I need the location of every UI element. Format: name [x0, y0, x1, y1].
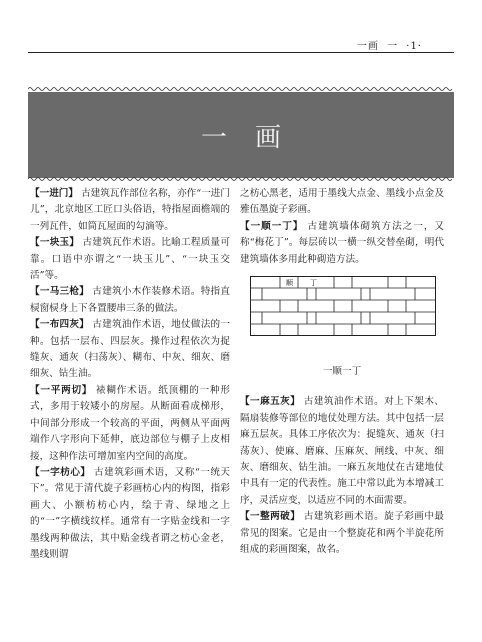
entry-term: 【一麻五灰】	[240, 396, 301, 408]
chapter-label: 一画	[356, 41, 379, 52]
running-header	[0, 0, 482, 56]
entry-text: 古建筑墙体砌筑方法之一，又称“梅花丁”。每层砖以一横一纵交替垒砌，明代建筑墙体多用此种砌造方法。	[240, 220, 445, 265]
entry	[240, 394, 444, 509]
label-ding: 丁	[310, 279, 317, 288]
entry	[240, 509, 444, 558]
page-number: ·1·	[406, 41, 422, 52]
entry	[30, 383, 230, 465]
running-head	[353, 37, 422, 52]
entry-term: 【一布四灰】	[30, 319, 90, 331]
chapter-banner	[28, 92, 454, 178]
entry	[240, 219, 444, 268]
figure-caption: 一顺一丁	[322, 366, 362, 378]
entry-term: 【一块玉】	[30, 237, 80, 249]
header-dash: 一	[387, 41, 399, 52]
entry-text: 古建筑瓦作术语。比喻工程质量可靠。口语中亦谓之“一块玉儿”、“一块玉交活”等。	[30, 237, 230, 282]
right-column	[240, 186, 444, 559]
chapter-title: 一画	[200, 122, 309, 153]
entry-text: 裱糊作术语。纸顶棚的一种形式，多用于较矮小的房屋。从断面看成梯形，中间部分形成一个较高的平面，两侧从平面两端作八字形向下延伸，底边部位与棚子上皮相接，这种作法可增加室内空间的高度。	[30, 384, 230, 462]
entry-continuation: 之枋心黑老，适用于墨线大点金、墨线小点金及雅伍墨旋子彩画。	[240, 188, 444, 216]
entry	[30, 284, 230, 317]
left-column	[30, 186, 230, 563]
entry-text: 古建筑瓦作部位名称，亦作“一进门儿”，北京地区工匠口头俗语，特指屋面檐端的一列瓦件，如筒瓦屋面的勾滴等。	[30, 188, 230, 232]
entry-term: 【一整两破】	[240, 511, 301, 523]
entry-term: 【一进门】	[30, 188, 79, 199]
label-shun: 顺	[286, 279, 293, 288]
entry-term: 【一平两切】	[30, 384, 93, 396]
entry	[30, 186, 230, 235]
brick-bond-figure	[250, 276, 436, 348]
entry-text: 古建筑油作术语。对上下架木、隔扇装修等部位的地仗处理方法。其中包括一层麻五层灰。具体工序依次为：捉缝灰、通灰（扫荡灰）、使麻、磨麻、压麻灰、闸线、中灰、细灰、磨细灰、钻生油。一麻五灰地仗在古建地仗中具有一定的代表性。施工中常以此为本增减工序，灵活应变，以适应不同的木面需要。	[240, 396, 444, 506]
entry	[30, 465, 230, 563]
entry-term: 【一马三枪】	[30, 286, 90, 298]
entry	[30, 235, 230, 284]
header-rule	[28, 52, 454, 53]
entry-text: 古建筑彩画术语，又称“一统天下”。常见于清代旋子彩画枋心内的构图，指彩画大、小额枋枋心内，绘于青、绿地之上的“一”字横线纹样。通常有一字贴金线和一字墨线两种做法，其中贴金线者谓之枋心金老，墨线则谓	[30, 466, 230, 560]
entry	[30, 317, 230, 383]
entry-term: 【一字枋心】	[30, 466, 91, 478]
entry-text: 古建筑彩画术语。旋子彩画中最常见的图案。它是由一个整旋花和两个半旋花所组成的彩画图案，故名。	[240, 511, 444, 556]
entry-text: 古建筑小木作装修术语。特指直棂窗棂身上下各置腰串三条的做法。	[30, 286, 230, 314]
entry-term: 【一顺一丁】	[240, 220, 304, 232]
bottom-wavy-border	[28, 176, 454, 182]
brick-wall-diagram	[250, 276, 436, 336]
entry-text: 古建筑油作术语，地仗做法的一种。包括一层布、四层灰。操作过程依次为捉缝灰、通灰（扫荡灰）、糊布、中灰、细灰、磨细灰、钻生油。	[30, 319, 230, 380]
